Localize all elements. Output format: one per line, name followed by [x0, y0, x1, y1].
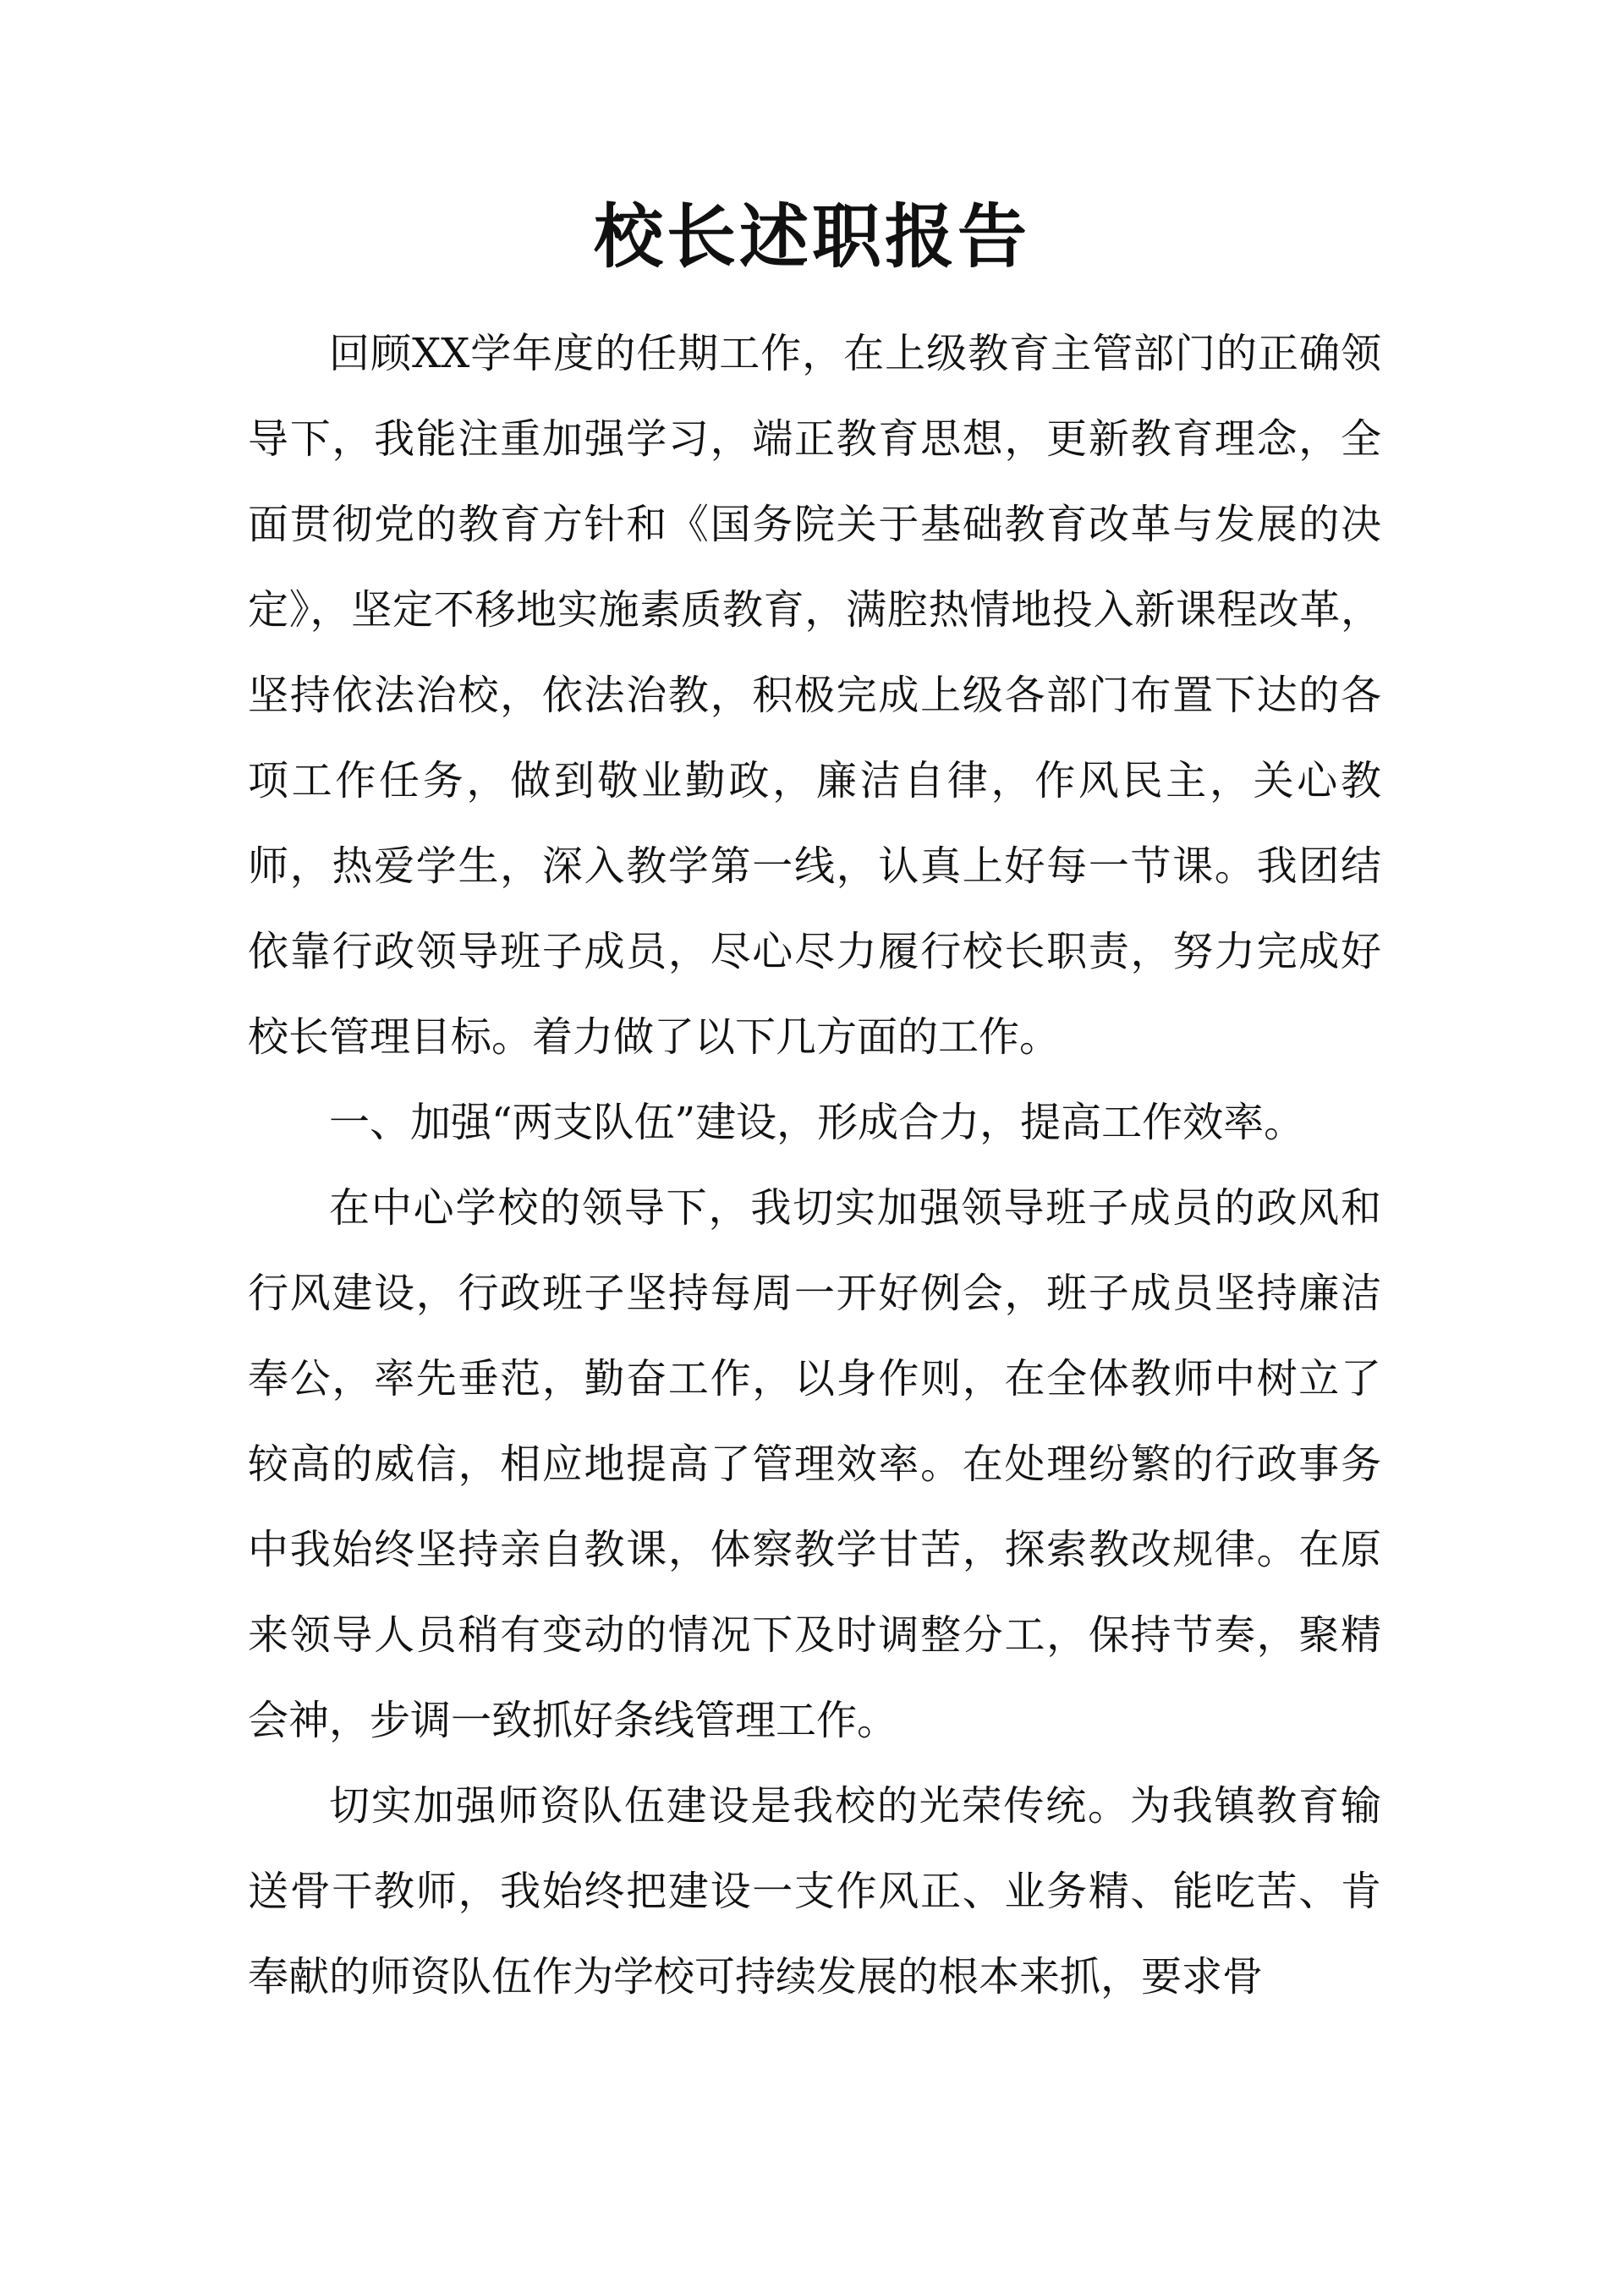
document-title: 校长述职报告	[593, 196, 1030, 277]
paragraph-teachers: 切实加强师资队伍建设是我校的光荣传统。为我镇教育输送骨干教师，我始终把建设一支作风正、业务精、能吃苦、肯奉献的师资队伍作为学校可持续发展的根本来抓，要求骨	[248, 1782, 1381, 2000]
document-body	[248, 311, 1381, 2020]
paragraph-intro: 回顾XX学年度的任期工作，在上级教育主管部门的正确领导下，我能注重加强学习，端正教育思想，更新教育理念，全面贯彻党的教育方针和《国务院关于基础教育改革与发展的决定》，坚定不移地实施素质教育，满腔热情地投入新课程改革，坚持依法治校，依法治教，积极完成上级各部门布置下达的各项工作任务，做到敬业勤政，廉洁自律，作风民主，关心教师，热爱学生，深入教学第一线，认真上好每一节课。我团结依靠行政领导班子成员，尽心尽力履行校长职责，努力完成好校长管理目标。着力做了以下几方面的工作。	[248, 330, 1381, 1061]
paragraph-leadership: 在中心学校的领导下，我切实加强领导班子成员的政风和行风建设，行政班子坚持每周一开好例会，班子成员坚持廉洁奉公，率先垂范，勤奋工作，以身作则，在全体教师中树立了较高的威信，相应地提高了管理效率。在处理纷繁的行政事务中我始终坚持亲自教课，体察教学甘苦，探索教改规律。在原来领导人员稍有变动的情况下及时调整分工，保持节奏，聚精会神，步调一致抓好条线管理工作。	[248, 1184, 1381, 1744]
section-heading-1: 一、加强“两支队伍”建设，形成合力，提高工作效率。	[329, 1099, 1305, 1146]
